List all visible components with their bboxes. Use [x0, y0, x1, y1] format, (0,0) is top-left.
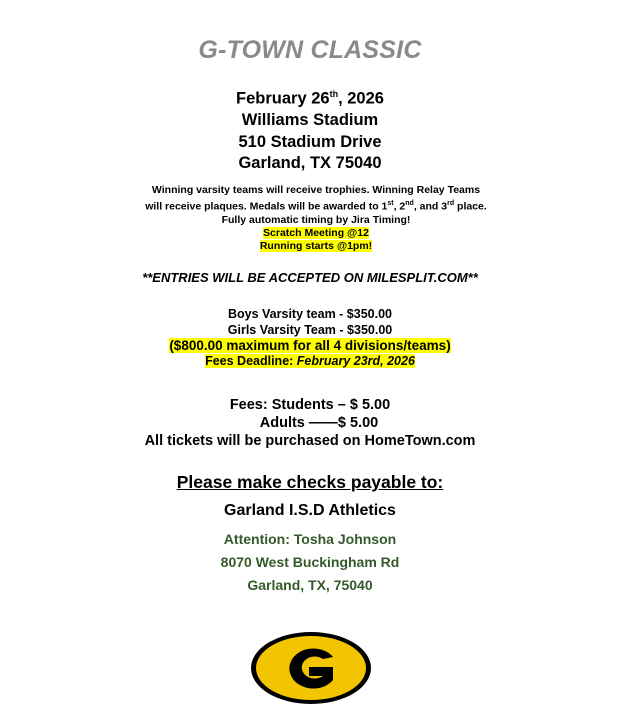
payee-org: Garland I.S.D Athletics — [224, 502, 396, 519]
g-logo-icon — [249, 630, 373, 706]
adult-ticket: Adults ——$ 5.00 — [259, 415, 379, 431]
fees-deadline: Fees Deadline: February 23rd, 2026 — [205, 353, 415, 368]
stadium-street: 510 Stadium Drive — [238, 132, 382, 151]
timing-line: Fully automatic timing by Jira Timing! — [221, 213, 411, 226]
payee-street: 8070 West Buckingham Rd — [220, 554, 400, 570]
entries-notice: **ENTRIES WILL BE ACCEPTED ON MILESPLIT.COM** — [142, 270, 478, 285]
scratch-meeting: Scratch Meeting @12 — [263, 226, 369, 239]
team-fees — [0, 307, 620, 369]
event-title: G-TOWN CLASSIC — [198, 36, 422, 64]
payment-info — [0, 472, 620, 597]
max-fee: ($800.00 maximum for all 4 divisions/teams) — [169, 338, 451, 353]
boys-fee: Boys Varsity team - $350.00 — [228, 307, 392, 321]
awards-line-2: will receive plaques. Medals will be awarded to 1st, 2nd, and 3rd place. — [145, 200, 487, 213]
event-date: February 26th, 2026 — [236, 89, 384, 108]
event-venue — [0, 84, 620, 175]
awards-info — [100, 184, 532, 253]
stadium-city: Garland, TX 75040 — [238, 154, 382, 172]
stadium-name: Williams Stadium — [241, 111, 379, 129]
awards-line-1: Winning varsity teams will receive trophies. Winning Relay Teams — [151, 184, 481, 196]
payee-city: Garland, TX, 75040 — [247, 577, 373, 593]
running-start: Running starts @1pm! — [259, 239, 373, 252]
attention-line: Attention: Tosha Johnson — [223, 531, 397, 547]
ticket-note: All tickets will be purchased on HomeTown.com — [144, 433, 476, 449]
ticket-fees — [0, 396, 620, 450]
girls-fee: Girls Varsity Team - $350.00 — [227, 322, 393, 337]
checks-heading: Please make checks payable to: — [176, 472, 444, 492]
student-ticket: Fees: Students – $ 5.00 — [229, 397, 391, 413]
